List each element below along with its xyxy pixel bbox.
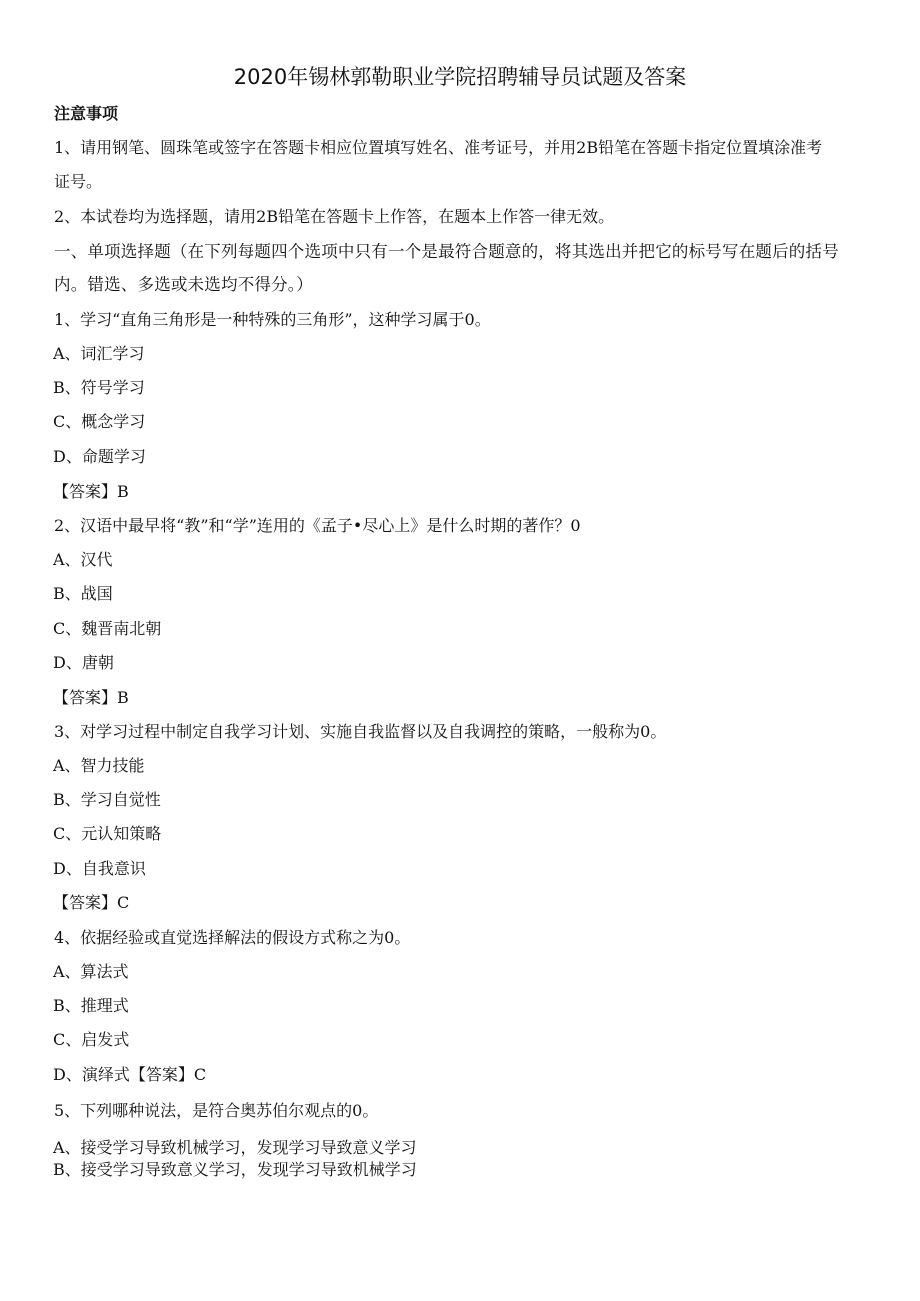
question-3-option-a: A、智力技能 [53, 756, 145, 775]
question-2-stem: 2、汉语中最早将“教”和“学”连用的《孟子•尽心上》是什么时期的著作？0 [54, 516, 581, 535]
question-3-answer: 【答案】C [53, 893, 130, 912]
section-heading-line-2: 内。错选、多选或未选均不得分。） [54, 275, 313, 294]
question-1-answer: 【答案】B [53, 482, 129, 501]
question-5-option-a: A、接受学习导致机械学习，发现学习导致意义学习 [53, 1138, 417, 1157]
question-1-option-b: B、符号学习 [53, 378, 145, 397]
question-2-option-c: C、魏晋南北朝 [53, 619, 162, 638]
question-2-option-d: D、唐朝 [53, 653, 114, 672]
document-title: 2020年锡林郭勒职业学院招聘辅导员试题及答案 [233, 65, 687, 89]
notice-heading: 注意事项 [54, 104, 119, 123]
question-5-option-b: B、接受学习导致意义学习，发现学习导致机械学习 [53, 1160, 417, 1179]
question-1-option-c: C、概念学习 [53, 412, 146, 431]
question-2-option-b: B、战国 [53, 584, 113, 603]
question-4-option-b: B、推理式 [53, 996, 129, 1015]
notice-item-1-continued: 证号。 [54, 172, 103, 191]
section-heading-line-1: 一、单项选择题（在下列每题四个选项中只有一个是最符合题意的，将其选出并把它的标号写在题后的括号 [54, 242, 839, 261]
question-1-option-d: D、命题学习 [53, 447, 146, 466]
question-2-answer: 【答案】B [53, 688, 129, 707]
question-1-option-a: A、词汇学习 [53, 344, 145, 363]
notice-item-2: 2、本试卷均为选择题，请用2B铅笔在答题卡上作答，在题本上作答一律无效。 [54, 207, 615, 226]
question-2-option-a: A、汉代 [53, 550, 113, 569]
notice-item-1: 1、请用钢笔、圆珠笔或签字在答题卡相应位置填写姓名、准考证号，并用2B铅笔在答题卡指定位置填涂准考 [54, 138, 823, 157]
question-3-option-b: B、学习自觉性 [53, 790, 161, 809]
question-4-option-c: C、启发式 [53, 1030, 130, 1049]
question-4-option-d-with-answer: D、演绎式【答案】C [53, 1065, 207, 1084]
question-4-option-a: A、算法式 [53, 962, 129, 981]
question-3-option-c: C、元认知策略 [53, 824, 162, 843]
question-1-stem: 1、学习“直角三角形是一种特殊的三角形”，这种学习属于0。 [54, 310, 491, 329]
question-3-stem: 3、对学习过程中制定自我学习计划、实施自我监督以及自我调控的策略，一般称为0。 [54, 722, 667, 741]
question-5-stem: 5、下列哪种说法，是符合奥苏伯尔观点的0。 [54, 1101, 379, 1120]
question-3-option-d: D、自我意识 [53, 859, 146, 878]
question-4-stem: 4、依据经验或直觉选择解法的假设方式称之为0。 [54, 928, 411, 947]
